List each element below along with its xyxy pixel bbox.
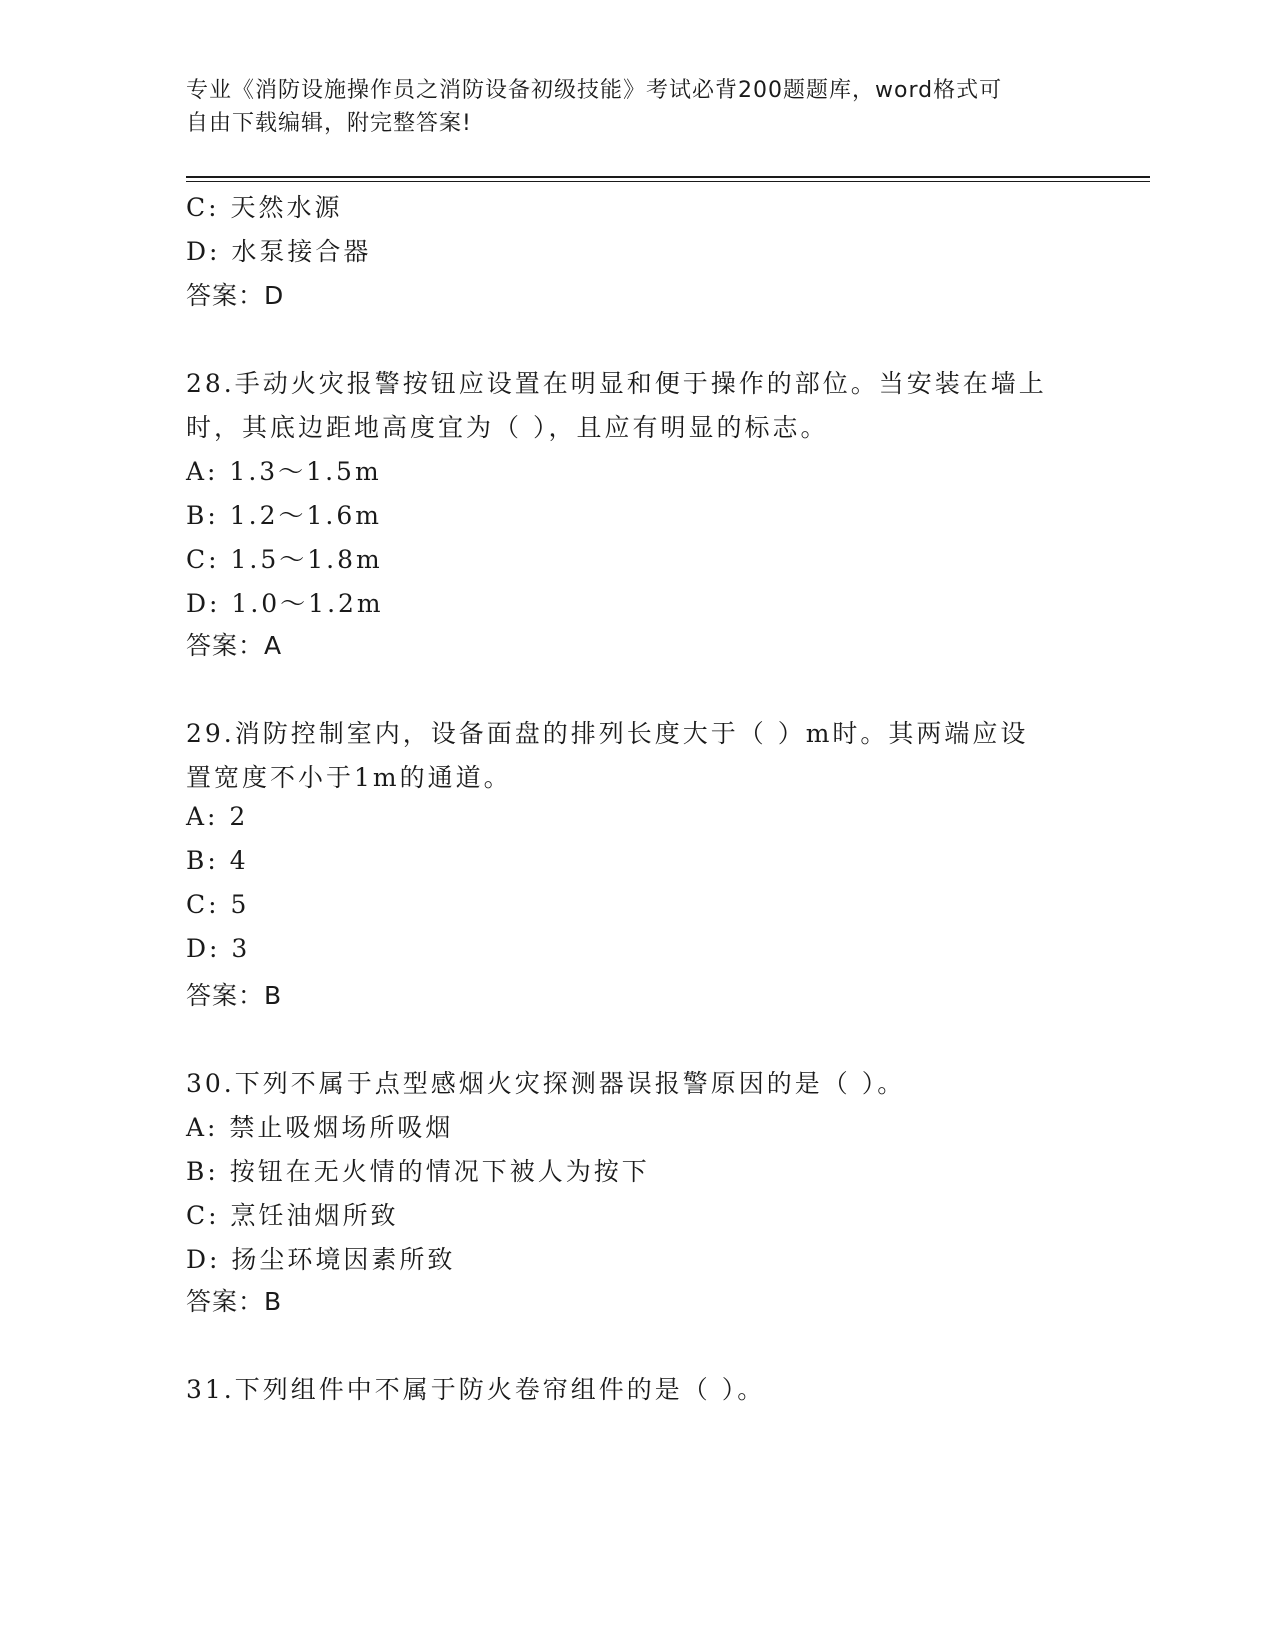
q29-option-c: C: 5 (186, 890, 250, 919)
prev-answer: 答案：D (186, 281, 285, 310)
q28-answer: 答案：A (186, 631, 283, 660)
q29-stem-line-1: 29.消防控制室内，设备面盘的排列长度大于（ ）m时。其两端应设 (186, 719, 1029, 748)
q30-stem-line-1: 30.下列不属于点型感烟火灾探测器误报警原因的是（ ）。 (186, 1069, 906, 1098)
prev-option-d: D: 水泵接合器 (186, 237, 372, 266)
q29-option-b: B: 4 (186, 846, 249, 875)
q28-option-c: C: 1.5～1.8m (186, 545, 383, 574)
q28-stem-line-1: 28.手动火灾报警按钮应设置在明显和便于操作的部位。当安装在墙上 (186, 369, 1047, 398)
q28-option-a: A: 1.3～1.5m (186, 457, 382, 486)
document-header (186, 74, 1066, 140)
q30-option-b: B: 按钮在无火情的情况下被人为按下 (186, 1157, 650, 1186)
header-rule-thick (186, 176, 1150, 178)
q29-option-a: A: 2 (186, 802, 249, 831)
header-line-2: 自由下载编辑，附完整答案! (186, 111, 472, 136)
q29-option-d: D: 3 (186, 934, 251, 963)
q30-option-a: A: 禁止吸烟场所吸烟 (186, 1113, 454, 1142)
q29-answer: 答案：B (186, 981, 283, 1010)
q30-option-d: D: 扬尘环境因素所致 (186, 1245, 456, 1274)
prev-option-c: C: 天然水源 (186, 193, 343, 222)
q28-option-b: B: 1.2～1.6m (186, 501, 382, 530)
q30-answer: 答案：B (186, 1287, 283, 1316)
q29-stem-line-2: 置宽度不小于1m的通道。 (186, 763, 512, 792)
q31-stem-line-1: 31.下列组件中不属于防火卷帘组件的是（ ）。 (186, 1375, 766, 1404)
q28-stem-line-2: 时，其底边距地高度宜为（ ），且应有明显的标志。 (186, 413, 829, 442)
header-rule-thin (186, 181, 1150, 182)
header-line-1: 专业《消防设施操作员之消防设备初级技能》考试必背200题题库，word格式可 (186, 78, 1003, 103)
q28-option-d: D: 1.0～1.2m (186, 589, 384, 618)
q30-option-c: C: 烹饪油烟所致 (186, 1201, 399, 1230)
